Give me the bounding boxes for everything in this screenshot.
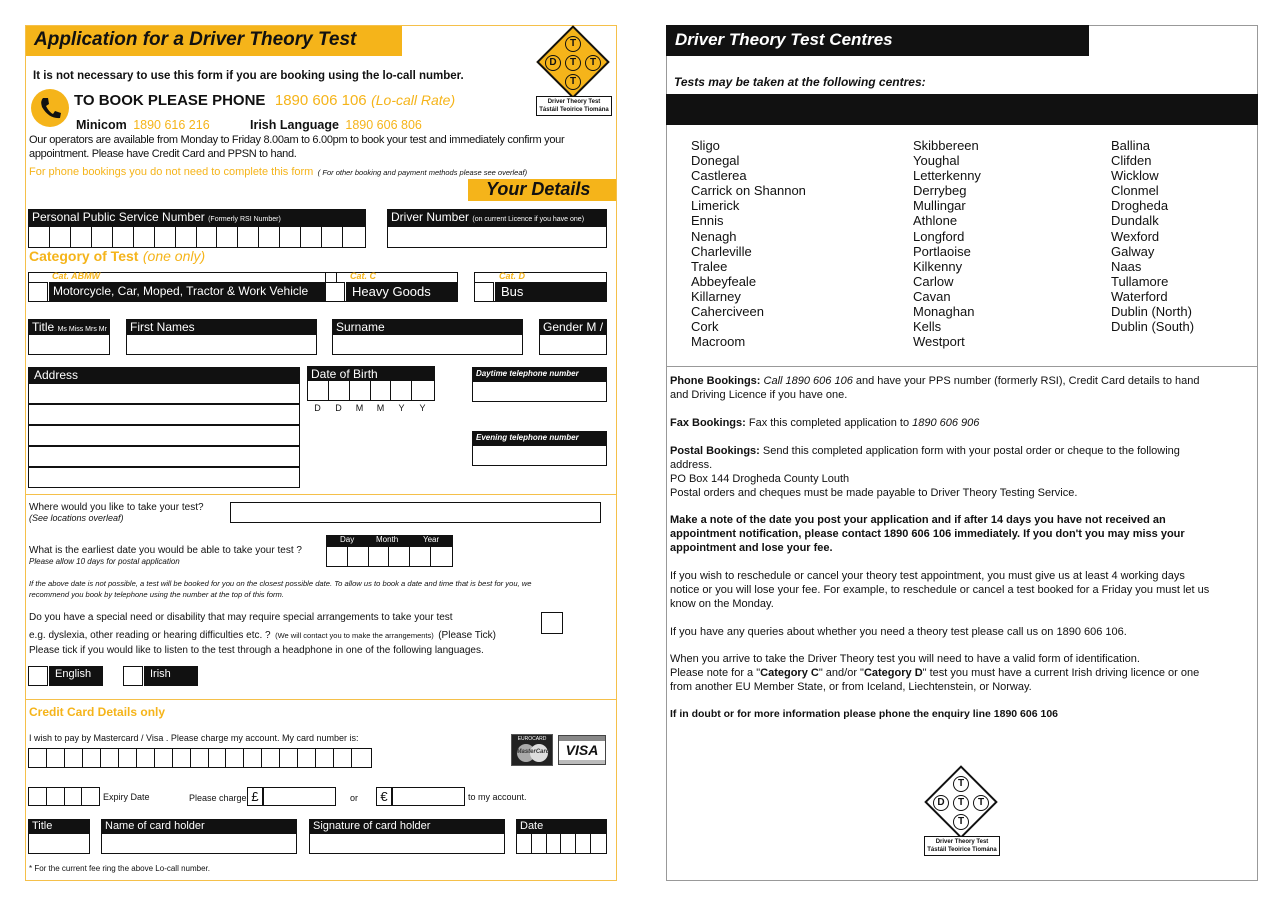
gender-input[interactable] — [539, 334, 607, 355]
logo-letter: T — [585, 55, 601, 71]
form-title: Application for a Driver Theory Test — [34, 29, 357, 50]
centre-item: Ballina — [1111, 138, 1151, 153]
post-note: Make a note of the date you post your application and if after 14 days you have not received an appointment notification, please contact 1890 606 106 immediately. If you don't you may miss your appointment and lose your fee. — [670, 514, 1185, 554]
pound-symbol: £ — [247, 787, 263, 806]
centres-col-2 — [913, 138, 981, 349]
centre-item: Sligo — [691, 138, 720, 153]
dtt-logo — [536, 30, 614, 120]
centre-item: Portlaoise — [913, 243, 971, 259]
centre-item: Skibbereen — [913, 138, 979, 153]
cat-c-checkbox[interactable] — [325, 282, 345, 302]
centre-item: Athlone — [913, 213, 958, 229]
first-names-input[interactable] — [126, 334, 317, 355]
centre-item: Letterkenny — [913, 168, 981, 184]
minicom-number: 1890 616 216 — [133, 118, 210, 132]
fee-note: * For the current fee ring the above Lo-call number. — [29, 864, 210, 873]
dob-header: Date of Birth — [307, 366, 435, 380]
euro-symbol: € — [376, 787, 392, 806]
queries-note: If you have any queries about whether you need a theory test please call us on 1890 606 106. — [670, 626, 1127, 638]
earliest-note: Please allow 10 days for postal application — [29, 557, 180, 566]
or-label: or — [350, 793, 359, 803]
irish-label: Irish — [144, 666, 198, 686]
divider — [666, 366, 1258, 367]
cat-abmw-label: Cat. ABMW — [52, 271, 101, 281]
logo-letter: T — [973, 795, 989, 811]
centre-item: Clonmel — [1111, 183, 1159, 199]
dob-input[interactable] — [307, 380, 435, 401]
centre-item: Dundalk — [1111, 213, 1159, 229]
centre-item: Westport — [913, 334, 965, 350]
please-charge-label: Please charge — [189, 793, 247, 803]
centre-item: Wicklow — [1111, 168, 1159, 184]
headphone-question: Please tick if you would like to listen to the test through a headphone in one of the following languages. — [29, 645, 484, 656]
phone-rate: (Lo-call Rate) — [371, 92, 456, 108]
centre-item: Carlow — [913, 273, 954, 289]
centre-item: Waterford — [1111, 288, 1168, 304]
phone-no-complete-line — [29, 162, 527, 180]
centre-item: Drogheda — [1111, 198, 1169, 214]
logo-letter: D — [545, 55, 561, 71]
centres-title: Driver Theory Test Centres — [666, 25, 1089, 56]
cat-abmw-desc: Motorcycle, Car, Moped, Tractor & Work Vehicle — [49, 282, 337, 302]
euro-amount-input[interactable] — [392, 787, 465, 806]
to-book-label: TO BOOK PLEASE PHONE — [74, 92, 266, 109]
special-needs-question-2: e.g. dyslexia, other reading or hearing difficulties etc. ? (We will contact you to make the arrangements) (Please Tick) — [29, 630, 497, 641]
evening-phone-header: Evening telephone number — [472, 431, 607, 445]
centre-item: Dublin (South) — [1111, 319, 1195, 335]
minicom-line — [76, 118, 210, 132]
centre-item: Killarney — [691, 288, 741, 304]
centres-col-3 — [1111, 138, 1194, 334]
postal-bookings: Postal Bookings: Send this completed application form with your postal order or cheque to the following address. PO Box 144 Drogheda County Louth Postal orders and cheques must be made payable to Driver Theory Testing Service. — [670, 445, 1180, 499]
english-checkbox[interactable] — [28, 666, 48, 686]
centre-item: Limerick — [691, 198, 740, 214]
mastercard-logo: EUROCARD MasterCard — [511, 734, 553, 766]
centre-item: Kilkenny — [913, 258, 963, 274]
cardholder-signature-header: Signature of card holder — [309, 819, 505, 833]
centres-col-1 — [691, 138, 806, 349]
phone-no-complete: For phone bookings you do not need to complete this form — [29, 166, 314, 178]
where-note: (See locations overleaf) — [29, 513, 124, 523]
ppsn-input[interactable] — [28, 226, 366, 248]
centre-item: Dublin (North) — [1111, 304, 1192, 320]
centre-item: Galway — [1111, 243, 1155, 259]
centre-item: Naas — [1111, 258, 1142, 274]
earliest-question: What is the earliest date you would be able to take your test ? — [29, 545, 302, 556]
logo-letter: T — [953, 776, 969, 792]
not-possible-note-1: If the above date is not possible, a test will be booked for you on the closest possible date. To allow us to book a date and time that is best for you, we — [29, 579, 532, 588]
expiry-date-input[interactable] — [28, 787, 100, 806]
address-line-4[interactable] — [28, 446, 300, 467]
date-field-header: Date — [516, 819, 607, 833]
title-input[interactable] — [28, 334, 110, 355]
ppsn-header: Personal Public Service Number (Formerly RSI Number) — [28, 209, 366, 226]
irish-line — [250, 118, 422, 132]
logo-plate: Driver Theory Test Tástáil Teoirice Tiomána — [536, 96, 612, 116]
centre-item: Tullamore — [1111, 273, 1169, 289]
date-header: Day Month Year — [326, 535, 453, 546]
centre-item: Cork — [691, 319, 719, 335]
category-heading: Category of Test (one only) — [29, 248, 206, 264]
centre-item: Donegal — [691, 153, 740, 169]
operators-text-1: Our operators are available from Monday to Friday 8.00am to 6.00pm to book your test and immediately confirm your — [29, 134, 565, 146]
centre-item: Carrick on Shannon — [691, 183, 806, 199]
where-input[interactable] — [230, 502, 601, 523]
dob-letters: D D M M Y Y — [314, 403, 426, 413]
centre-item: Tralee — [691, 258, 728, 274]
irish-number: 1890 606 806 — [345, 118, 422, 132]
cardholder-name-header: Name of card holder — [101, 819, 297, 833]
cardholder-signature-input[interactable] — [309, 833, 505, 854]
logo-letter: T — [953, 814, 969, 830]
doubt-note: If in doubt or for more information please phone the enquiry line 1890 606 106 — [670, 708, 1058, 720]
driver-number-input[interactable] — [387, 226, 607, 248]
divider — [25, 699, 617, 700]
your-details-heading: Your Details — [486, 179, 591, 199]
pound-amount-input[interactable] — [263, 787, 336, 806]
date-field-input[interactable] — [516, 833, 607, 854]
centre-item: Caherciveen — [691, 304, 764, 320]
earliest-date-input[interactable] — [326, 546, 453, 567]
centre-item: Wexford — [1111, 228, 1160, 244]
booking-phone-number: 1890 606 106 — [274, 92, 367, 109]
address-line-1[interactable] — [28, 383, 300, 404]
minicom-label: Minicom — [76, 118, 127, 132]
cat-d-label: Cat. D — [499, 271, 526, 281]
logo-letter: T — [565, 36, 581, 52]
daytime-phone-input[interactable] — [472, 381, 607, 402]
centre-item: Ennis — [691, 213, 724, 229]
surname-header: Surname — [332, 319, 523, 334]
irish-label: Irish Language — [250, 118, 339, 132]
cat-c-label: Cat. C — [350, 271, 377, 281]
title-header: Title Ms Miss Mrs Mr — [28, 319, 110, 334]
reschedule-note: If you wish to reschedule or cancel your theory test appointment, you must give us at least 4 working days notice or you will lose your fee. For example, to reschedule or cancel a test booked for a Friday you must let us know on the Monday. — [670, 570, 1210, 610]
first-names-header: First Names — [126, 319, 317, 334]
daytime-phone-header: Daytime telephone number — [472, 367, 607, 381]
centre-item: Kells — [913, 319, 942, 335]
address-line-3[interactable] — [28, 425, 300, 446]
expiry-label: Expiry Date — [103, 792, 150, 802]
cat-d-desc: Bus — [495, 282, 607, 302]
address-header: Address — [28, 367, 300, 383]
surname-input[interactable] — [332, 334, 523, 355]
centre-item: Youghal — [913, 153, 960, 169]
address-line-2[interactable] — [28, 404, 300, 425]
where-question: Where would you like to take your test? — [29, 502, 204, 513]
gender-header: Gender M / — [539, 319, 607, 334]
to-book-heading — [74, 92, 455, 110]
logo-letter: T — [565, 55, 581, 71]
centre-item: Monaghan — [913, 304, 975, 320]
centre-item: Longford — [913, 228, 965, 244]
cc-title-input[interactable] — [28, 833, 90, 854]
special-needs-checkbox[interactable] — [541, 612, 563, 634]
centre-item: Abbeyfeale — [691, 273, 757, 289]
to-account-label: to my account. — [468, 792, 527, 802]
logo-letter: T — [565, 74, 581, 90]
dtt-logo-bw — [924, 770, 1002, 860]
other-methods-note: ( For other booking and payment methods please see overleaf) — [317, 168, 528, 177]
cc-title-header: Title — [28, 819, 90, 833]
centre-item: Cavan — [913, 288, 951, 304]
centre-item: Castlerea — [691, 168, 747, 184]
logo-plate: Driver Theory Test Tástáil Teoirice Tiomána — [924, 836, 1000, 856]
logo-letter: T — [953, 795, 969, 811]
irish-checkbox[interactable] — [123, 666, 143, 686]
centre-item: Clifden — [1111, 153, 1152, 169]
centre-item: Derrybeg — [913, 183, 967, 199]
credit-card-heading: Credit Card Details only — [29, 705, 166, 719]
centres-subtitle: Tests may be taken at the following centres: — [674, 75, 926, 89]
fax-bookings: Fax Bookings: Fax this completed application to 1890 606 906 — [670, 417, 980, 429]
identification-note: When you arrive to take the Driver Theory test you will need to have a valid form of identification. Please note for a "Category C" and/or "Category D" test you must have a current Irish driving licence or one from another EU Member State, or from Iceland, Liechtenstein, or Norway. — [670, 653, 1200, 693]
credit-card-wish: I wish to pay by Mastercard / Visa . Please charge my account. My card number is: — [29, 733, 359, 743]
evening-phone-input[interactable] — [472, 445, 607, 466]
special-needs-question-1: Do you have a special need or disability that may require special arrangements to take your test — [29, 612, 453, 623]
cat-c-desc: Heavy Goods — [346, 282, 458, 302]
centre-item: Macroom — [691, 334, 746, 350]
not-necessary-note: It is not necessary to use this form if you are booking using the lo-call number. — [33, 70, 464, 82]
centre-item: Nenagh — [691, 228, 737, 244]
card-number-input[interactable] — [28, 748, 372, 768]
cat-d-checkbox[interactable] — [474, 282, 494, 302]
address-line-5[interactable] — [28, 467, 300, 488]
driver-number-header: Driver Number (on current Licence if you have one) — [387, 209, 607, 226]
phone-bookings: Phone Bookings: Call 1890 606 106 and have your PPS number (formerly RSI), Credit Card details to hand and Driving Licence if you have one. — [670, 375, 1200, 401]
divider — [25, 494, 617, 495]
operators-text-2: appointment. Please have Credit Card and PPSN to hand. — [29, 148, 297, 160]
phone-icon — [31, 89, 69, 127]
centre-item: Mullingar — [913, 198, 966, 214]
english-label: English — [49, 666, 103, 686]
visa-logo: VISA — [558, 735, 606, 765]
cardholder-name-input[interactable] — [101, 833, 297, 854]
cat-abmw-checkbox[interactable] — [28, 282, 48, 302]
centre-item: Charleville — [691, 243, 752, 259]
black-bar — [666, 94, 1258, 125]
logo-letter: D — [933, 795, 949, 811]
not-possible-note-2: recommend you book by telephone using the number at the top of this form. — [29, 590, 284, 599]
